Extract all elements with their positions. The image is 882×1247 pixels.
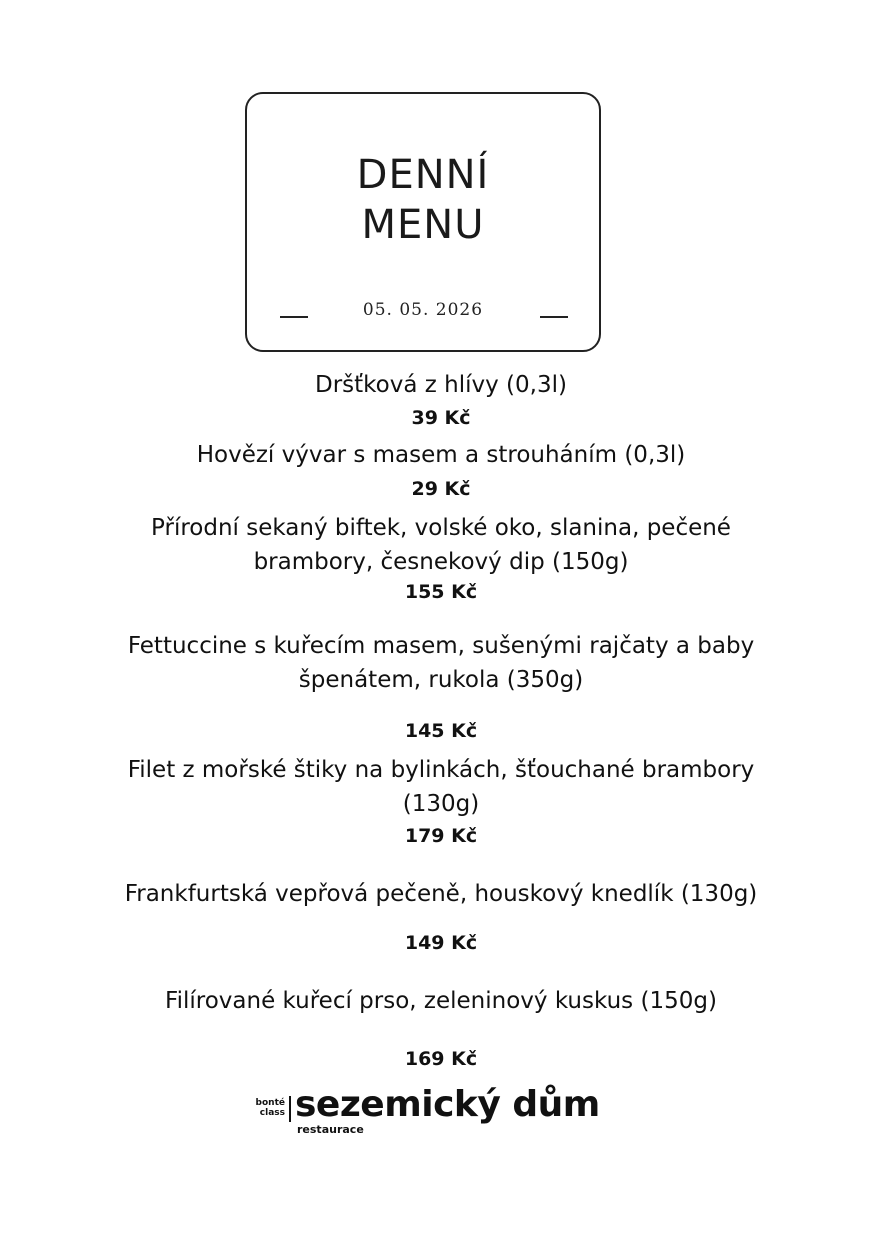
dish-name-4 — [90, 629, 792, 697]
dish-price-5: 179 Kč — [404, 825, 478, 847]
menu-title-line2: MENU — [361, 202, 485, 248]
dish-name-5 — [90, 753, 792, 821]
dish-name-3-line1: Přírodní sekaný biftek, volské oko, slanina, pečené — [151, 515, 731, 541]
date-dash-right — [540, 316, 568, 318]
logo-brand-small-line2: class — [259, 1108, 285, 1118]
dish-name-3 — [90, 511, 792, 579]
dish-price-1: 39 Kč — [411, 407, 471, 429]
dish-name-5-line1: Filet z mořské štiky na bylinkách, šťouchané brambory — [127, 757, 755, 783]
dish-name-3-line2: brambory, česnekový dip (150g) — [253, 549, 629, 575]
menu-title — [247, 150, 599, 250]
dish-price-2: 29 Kč — [411, 478, 471, 500]
dish-name-2: Hovězí vývar s masem a strouháním (0,3l) — [196, 442, 686, 468]
dish-price-6: 149 Kč — [404, 932, 478, 954]
dish-name-5-line2: (130g) — [402, 791, 480, 817]
dish-price-4: 145 Kč — [404, 720, 478, 742]
logo-subtitle: restaurace — [297, 1123, 364, 1136]
menu-date: 05. 05. 2026 — [362, 300, 484, 320]
logo-name: sezemický dům — [295, 1084, 600, 1125]
menu-title-line1: DENNÍ — [356, 152, 490, 198]
dish-price-3: 155 Kč — [404, 581, 478, 603]
logo-brand-small — [249, 1098, 285, 1118]
menu-header-box — [245, 92, 601, 352]
dish-price-7: 169 Kč — [404, 1048, 478, 1070]
restaurant-logo — [249, 1084, 619, 1144]
dish-name-4-line2: špenátem, rukola (350g) — [298, 667, 584, 693]
logo-divider — [289, 1096, 291, 1122]
dish-name-4-line1: Fettuccine s kuřecím masem, sušenými rajčaty a baby — [127, 633, 755, 659]
dish-name-1: Dršťková z hlívy (0,3l) — [315, 372, 567, 398]
dish-name-7: Filírované kuřecí prso, zeleninový kuskus (150g) — [165, 988, 717, 1014]
logo-brand-small-line1: bonté — [255, 1098, 285, 1108]
dish-name-6: Frankfurtská vepřová pečeně, houskový knedlík (130g) — [124, 881, 758, 907]
